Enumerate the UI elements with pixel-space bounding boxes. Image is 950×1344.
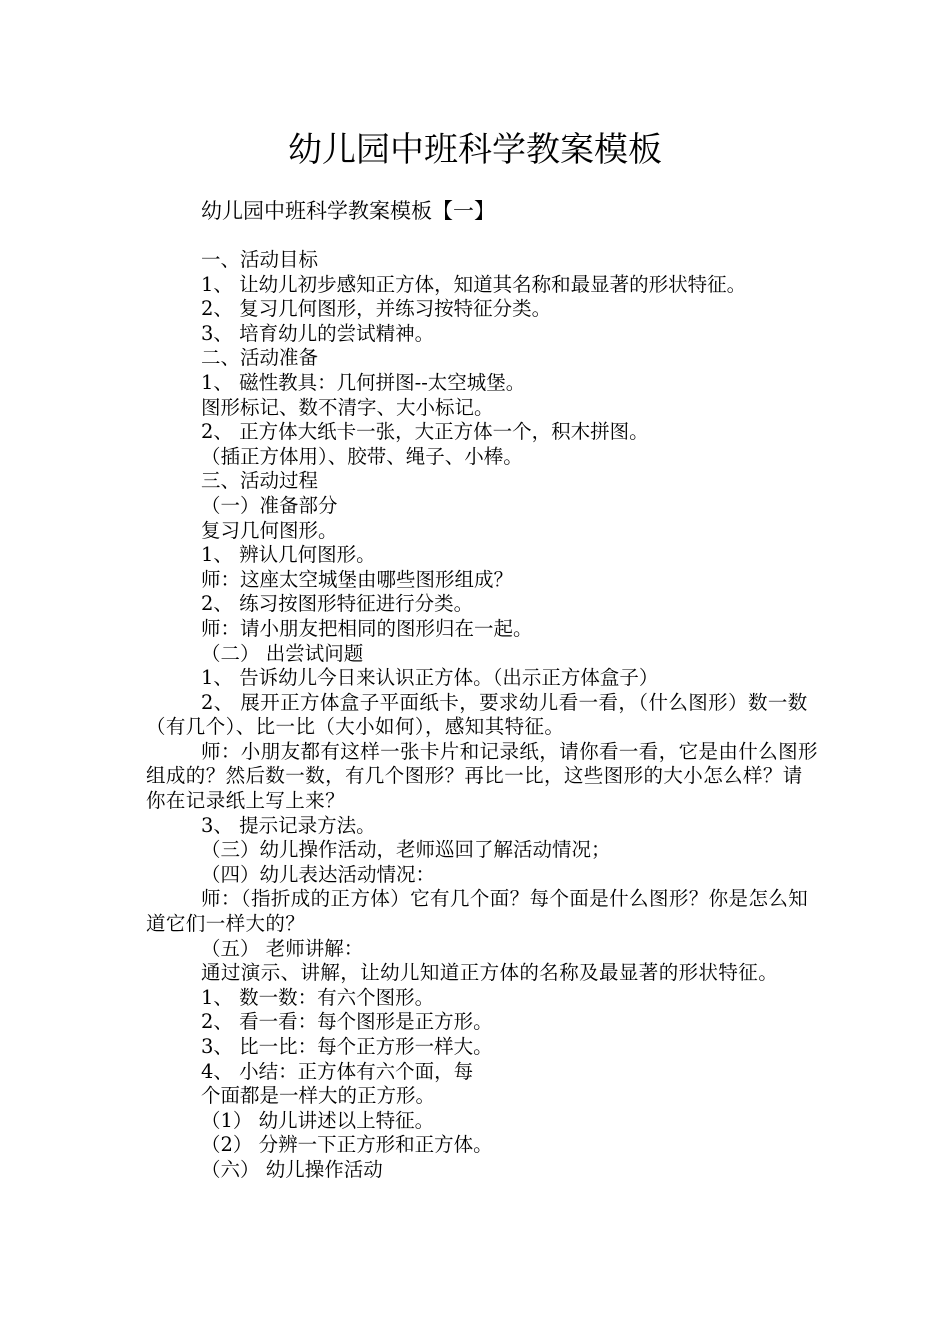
paragraph-line: 2、 正方体大纸卡一张，大正方体一个，积木拼图。 [201,420,649,444]
document-body [146,248,818,1183]
paragraph-line: 师：请小朋友把相同的图形归在一起。 [201,616,533,640]
paragraph-line: （2） 分辨一下正方形和正方体。 [201,1133,493,1157]
paragraph-line: 3、 提示记录方法。 [201,813,376,837]
paragraph-line: 3、 比一比：每个正方形一样大。 [201,1035,493,1058]
paragraph-line: 4、 小结：正方体有六个面，每 [201,1059,474,1083]
paragraph-line: （四）幼儿表达活动情况： [201,862,436,886]
paragraph-wrapped: 通过演示、讲解，让幼儿知道正方体的名称及最显著的形状特征。 [201,961,779,985]
paragraph-line: 复习几何图形。 [201,518,338,542]
paragraph-line: 3、 培育幼儿的尝试精神。 [201,321,435,345]
paragraph-line: 师：这座太空城堡由哪些图形组成？ [201,567,514,591]
paragraph-line: （六） 幼儿操作活动 [201,1157,383,1181]
heading-activity-process: 三、活动过程 [201,469,319,493]
paragraph-line: （1） 幼儿讲述以上特征。 [201,1108,435,1132]
section-subtitle: 幼儿园中班科学教案模板【一】 [201,199,495,223]
paragraph-line: （一）准备部分 [201,493,338,517]
paragraph-wrapped: 师：小朋友都有这样一张卡片和记录纸，请你看一看，它是由什么图形组成的？然后数一数，有几个图形？再比一比，这些图形的大小怎么样？请你在记录纸上写上来？ [146,739,818,813]
paragraph-wrapped: 2、 展开正方体盒子平面纸卡，要求幼儿看一看，（什么图形）数一数（有几个）、比一比（大小如何），感知其特征。 [146,690,808,739]
document-title: 幼儿园中班科学教案模板 [288,130,662,170]
paragraph-line: 2、 复习几何图形，并练习按特征分类。 [201,297,552,321]
paragraph-line: （二） 出尝试问题 [201,641,364,665]
heading-activity-goals: 一、活动目标 [201,248,319,271]
paragraph-line: 1、 告诉幼儿今日来认识正方体。（出示正方体盒子） [201,666,659,690]
paragraph-line: 2、 练习按图形特征进行分类。 [201,592,474,616]
paragraph-line: 2、 看一看：每个图形是正方形。 [201,1010,493,1034]
paragraph-wrapped: 师：（指折成的正方体）它有几个面？每个面是什么图形？你是怎么知道它们一样大的？ [146,887,809,936]
heading-activity-preparation: 二、活动准备 [201,346,319,370]
paragraph-line: （插正方体用）、胶带、绳子、小棒。 [201,444,523,468]
paragraph-line: 图形标记、数不清字、大小标记。 [201,395,494,419]
paragraph-line: 1、 辨认几何图形。 [201,543,376,567]
paragraph-line: 1、 数一数：有六个图形。 [201,985,435,1009]
paragraph-line: 1、 磁性教具：几何拼图--太空城堡。 [201,370,526,394]
paragraph-line: 1、 让幼儿初步感知正方体，知道其名称和最显著的形状特征。 [201,272,747,296]
paragraph-line: （三）幼儿操作活动，老师巡回了解活动情况； [201,838,611,862]
paragraph-line: （五） 老师讲解： [201,936,364,960]
paragraph-line: 个面都是一样大的正方形。 [201,1084,436,1108]
